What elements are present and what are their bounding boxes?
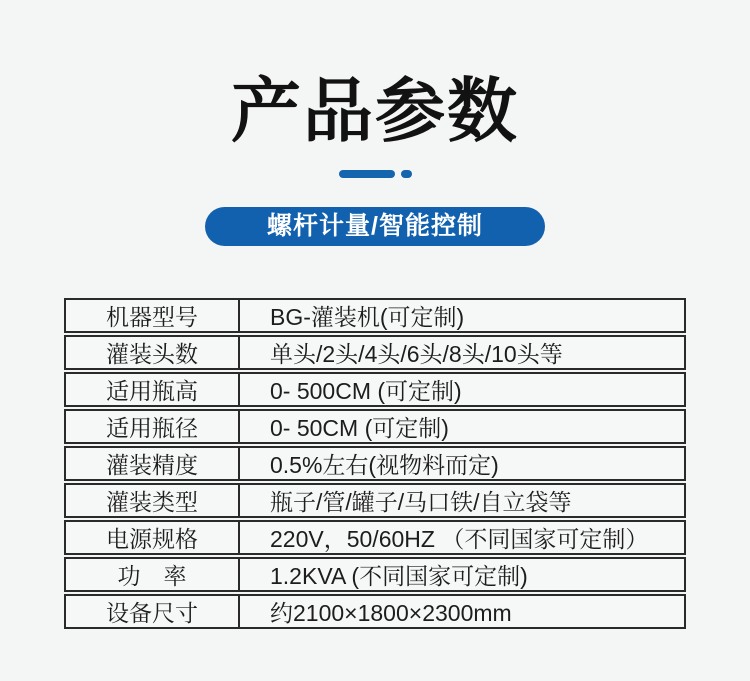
table-row bbox=[64, 298, 686, 333]
page-title: 产品参数 bbox=[231, 72, 519, 150]
spec-label: 灌装类型 bbox=[66, 485, 240, 516]
spec-label: 灌装头数 bbox=[66, 337, 240, 368]
spec-value: 220V，50/60HZ （不同国家可定制） bbox=[270, 526, 649, 552]
spec-label: 电源规格 bbox=[66, 522, 240, 553]
underline-bar bbox=[339, 170, 395, 178]
spec-label: 机器型号 bbox=[66, 300, 240, 331]
spec-table bbox=[64, 298, 686, 629]
underline-dot bbox=[401, 170, 412, 178]
spec-value: 0- 500CM (可定制) bbox=[270, 378, 462, 404]
feature-badge: 螺杆计量/智能控制 bbox=[205, 207, 545, 246]
spec-label: 设备尺寸 bbox=[66, 596, 240, 627]
spec-value: 瓶子/管/罐子/马口铁/自立袋等 bbox=[270, 489, 572, 515]
spec-value: 0.5%左右(视物料而定) bbox=[270, 452, 499, 478]
spec-value: 1.2KVA (不同国家可定制) bbox=[270, 563, 528, 589]
table-row bbox=[64, 372, 686, 407]
table-row bbox=[64, 557, 686, 592]
spec-label: 灌装精度 bbox=[66, 448, 240, 479]
spec-value: 0- 50CM (可定制) bbox=[270, 415, 449, 441]
spec-label: 适用瓶高 bbox=[66, 374, 240, 405]
table-row bbox=[64, 409, 686, 444]
title-underline-decoration bbox=[0, 170, 750, 178]
spec-label: 适用瓶径 bbox=[66, 411, 240, 442]
table-row bbox=[64, 335, 686, 370]
table-row bbox=[64, 594, 686, 629]
badge-row bbox=[0, 207, 750, 246]
spec-value: BG-灌装机(可定制) bbox=[270, 304, 465, 330]
spec-label: 功 率 bbox=[66, 559, 240, 590]
table-row bbox=[64, 483, 686, 518]
spec-value: 单头/2头/4头/6头/8头/10头等 bbox=[270, 341, 563, 367]
spec-value: 约2100×1800×2300mm bbox=[270, 600, 512, 626]
table-row bbox=[64, 446, 686, 481]
table-row bbox=[64, 520, 686, 555]
